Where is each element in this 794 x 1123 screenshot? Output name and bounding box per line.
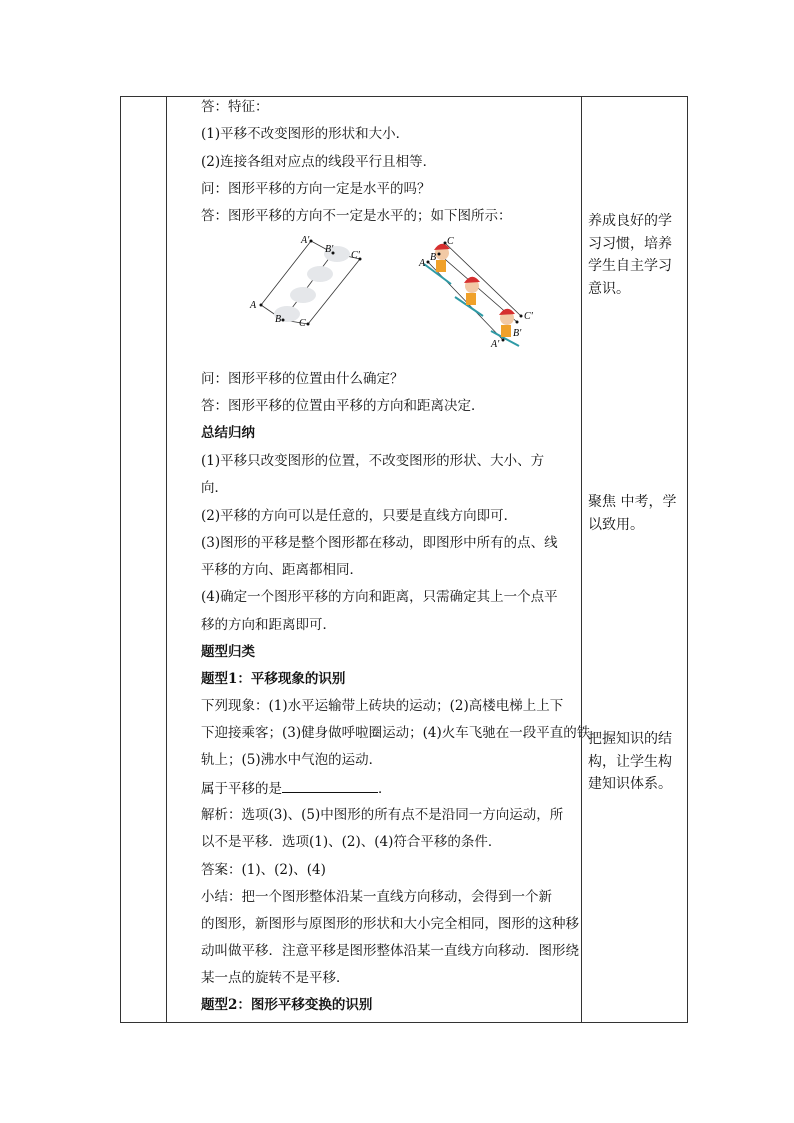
summary-1a: (1)平移只改变图形的位置，不改变图形的形状、大小、方 (201, 453, 545, 469)
side-note-1-line: 意识。 (588, 280, 630, 297)
bird-figure (249, 235, 362, 329)
side-note-2-line: 以致用。 (588, 516, 644, 533)
answer-features: 答：特征： (201, 99, 269, 115)
side-note-3-line: 建知识体系。 (588, 776, 672, 792)
section-question-types: 题型归类 (201, 644, 255, 660)
skier-label-c-prime: C' (524, 311, 533, 322)
side-note-3-line: 把握知识的结 (588, 731, 672, 747)
answer-blank (282, 780, 378, 793)
answer-position: 答：图形平移的位置由平移的方向和距离决定． (201, 398, 485, 414)
label-b: B (275, 314, 282, 325)
skier-label-b-prime: B' (513, 328, 522, 339)
feature-1: (1)平移不改变图形的形状和大小． (201, 126, 410, 142)
label-b-prime: B' (325, 244, 334, 255)
problem-1c: 轨上；(5)沸水中气泡的运动． (201, 752, 383, 768)
answer-direction: 答：图形平移的方向不一定是水平的；如下图所示： (201, 208, 512, 224)
problem-1b: 下迎接乘客；(3)健身做呼啦圈运动；(4)火车飞驰在一段平直的铁 (201, 725, 591, 741)
skier-figure (418, 236, 534, 350)
side-note-2-line: 聚焦 中考，学 (588, 494, 677, 510)
summary-3a: (3)图形的平移是整个图形都在移动，即图形中所有的点、线 (201, 535, 558, 551)
label-a: A (250, 300, 257, 311)
summary-3b: 平移的方向、距离都相同． (201, 562, 363, 578)
skier-label-a-prime: A' (491, 339, 500, 350)
column-divider-left (166, 97, 167, 1022)
conclusion-a: 小结：把一个图形整体沿某一直线方向移动，会得到一个新 (201, 889, 552, 905)
side-note-2 (588, 491, 684, 536)
side-note-1-line: 习习惯，培养 (588, 235, 672, 252)
side-note-3-line: 构，让学生构 (588, 753, 672, 770)
question-type-2-title: 题型2：图形平移变换的识别 (201, 997, 373, 1013)
question-type-1-title: 题型1：平移现象的识别 (201, 671, 346, 687)
conclusion-b: 的图形，新图形与原图形的形状和大小完全相同，图形的这种移 (201, 916, 579, 932)
problem-1-prompt (201, 780, 579, 798)
column-divider-right (581, 97, 582, 1022)
skier-1 (424, 244, 451, 284)
answer-key: 答案：(1)、(2)、(4) (201, 862, 326, 878)
analysis-a: 解析：选项(3)、(5)中图形的所有点不是沿同一方向运动，所 (201, 807, 564, 823)
label-c-prime: C' (351, 250, 360, 261)
conclusion-c: 动叫做平移．注意平移是图形整体沿某一直线方向移动．图形绕 (201, 943, 579, 959)
conclusion-d: 某一点的旋转不是平移． (201, 970, 350, 986)
side-note-3 (588, 728, 684, 796)
skier-label-c: C (447, 236, 454, 247)
side-note-1 (588, 210, 684, 300)
skier-2 (455, 277, 483, 316)
summary-2: (2)平移的方向可以是任意的，只要是直线方向即可． (201, 508, 518, 524)
summary-4a: (4)确定一个图形平移的方向和距离，只需确定其上一个点平 (201, 589, 558, 605)
feature-2: (2)连接各组对应点的线段平行且相等． (201, 154, 437, 170)
label-c: C (299, 318, 306, 329)
prompt-end: ． (378, 781, 392, 797)
side-note-1-line: 学生自主学习 (588, 258, 672, 274)
section-summary: 总结归纳 (201, 425, 255, 441)
problem-1a: 下列现象：(1)水平运输带上砖块的运动；(2)高楼电梯上上下 (201, 698, 564, 714)
side-note-1-line: 养成良好的学 (588, 213, 672, 229)
translation-figure (245, 234, 545, 354)
analysis-b: 以不是平移．选项(1)、(2)、(4)符合平移的条件． (201, 834, 502, 850)
skier-label-b: B (430, 252, 437, 263)
question-direction: 问：图形平移的方向一定是水平的吗？ (201, 181, 431, 197)
label-a-prime: A' (301, 235, 310, 246)
prompt-text: 属于平移的是 (201, 781, 282, 797)
summary-4b: 移的方向和距离即可． (201, 617, 336, 633)
question-position: 问：图形平移的位置由什么确定？ (201, 371, 404, 387)
summary-1b: 向． (201, 480, 228, 496)
skier-label-a: A (419, 258, 426, 269)
